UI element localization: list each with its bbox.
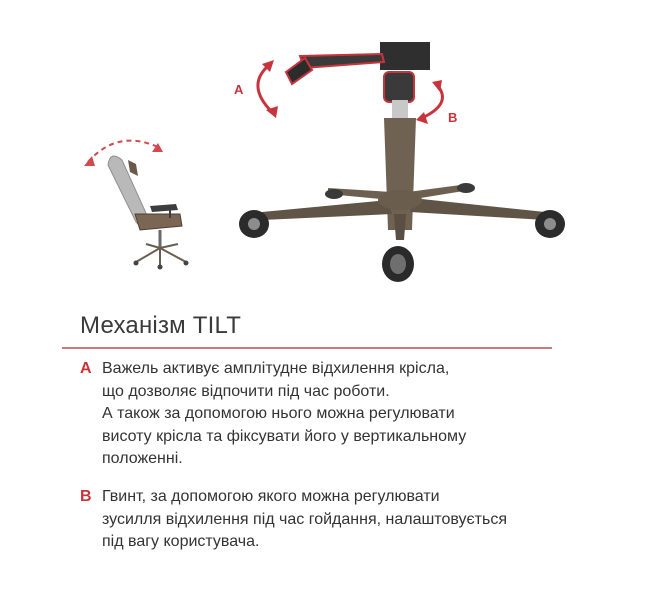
item-line: що дозволяє відпочити під час роботи.: [102, 382, 390, 400]
item-line: положенні.: [102, 450, 183, 467]
item-line: зусилля відхилення під час гойдання, налаштовується: [102, 510, 507, 528]
item-line: висоту крісла та фіксувати його у вертикальному: [102, 427, 467, 445]
item-line: А також за допомогою нього можна регулювати: [102, 405, 455, 422]
item-letter: B: [80, 488, 92, 505]
item-letter: A: [80, 360, 92, 377]
section-title: Механізм TILT: [80, 312, 242, 339]
item-line: Важель активує амплітудне відхилення крісла,: [102, 360, 450, 377]
rotation-arrow-icon: [416, 80, 442, 124]
item-line: під вагу користувача.: [102, 533, 260, 550]
tilt-arrow-icon: [258, 60, 278, 118]
title-divider: [62, 347, 552, 349]
label-a: A: [234, 82, 244, 97]
label-b: B: [448, 110, 458, 125]
item-line: Гвинт, за допомогою якого можна регулювати: [102, 488, 440, 505]
chair-base-closeup-icon: [239, 42, 565, 282]
office-chair-tilted-icon: [84, 141, 189, 270]
